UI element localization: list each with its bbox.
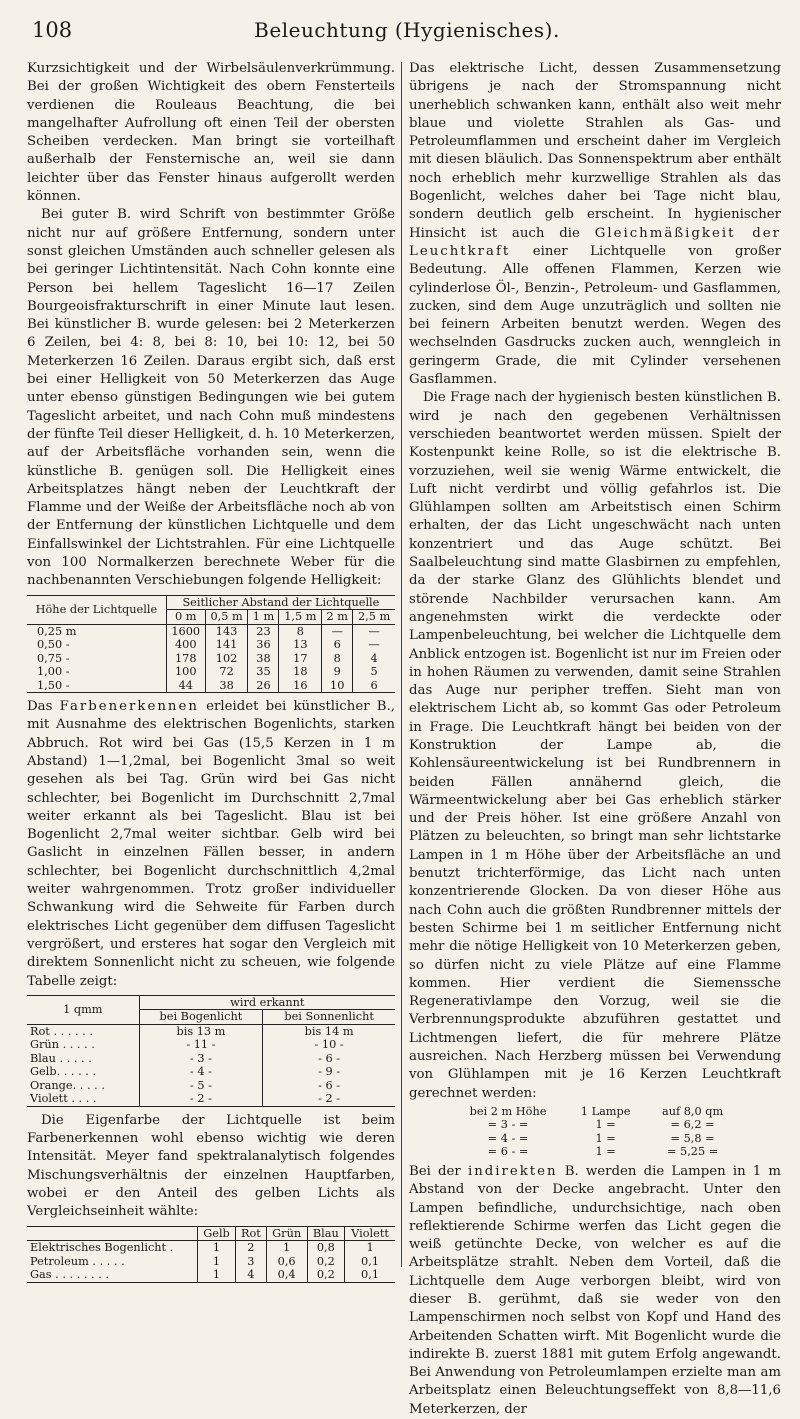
table-row — [27, 1255, 395, 1269]
table-row — [450, 1118, 740, 1132]
table-row — [27, 1241, 395, 1255]
table-cell: 0,1 — [345, 1268, 395, 1282]
table-cell: 0,50 - — [37, 638, 70, 652]
table-row — [27, 679, 395, 693]
table-header-cell: Grün — [266, 1226, 307, 1241]
table-header-cell: bei Sonnenlicht — [263, 1010, 395, 1025]
table-cell: 3 — [236, 1255, 267, 1269]
table-cell: = 4 - = — [487, 1131, 529, 1145]
table-header-cell: 1 m — [248, 610, 279, 625]
table-row — [27, 1052, 395, 1066]
table-cell: - 2 - — [263, 1092, 395, 1106]
table-header-cell: 1,5 m — [279, 610, 322, 625]
table-cell: 13 — [279, 638, 322, 652]
paragraph — [27, 698, 395, 991]
table-cell: = 5,8 = — [670, 1131, 715, 1145]
table-cell: — — [322, 624, 353, 638]
table-cell: bis 14 m — [263, 1024, 395, 1038]
table-header-cell: 2,5 m — [353, 610, 395, 625]
table-group-header: Seitlicher Abstand der Lichtquelle — [166, 595, 395, 610]
table-cell: 0,8 — [307, 1241, 344, 1255]
table-cell: 1 = — [595, 1145, 616, 1159]
table-cell: 36 — [248, 638, 279, 652]
table-cell: 1 = — [595, 1131, 616, 1145]
table-cell: - 11 - — [139, 1038, 263, 1052]
table-cell: 1,00 - — [37, 665, 70, 679]
table-cell: = 5,25 = — [666, 1145, 719, 1159]
table-header-cell: bei Bogenlicht — [139, 1010, 263, 1025]
right-column — [409, 60, 781, 1419]
table-header-cell: 2 m — [322, 610, 353, 625]
page-number: 108 — [32, 18, 73, 42]
table-cell: 0,75 - — [37, 651, 70, 665]
table-row — [450, 1105, 740, 1119]
table-cell: 23 — [248, 624, 279, 638]
table-row — [450, 1145, 740, 1159]
table-cell: 8 — [279, 624, 322, 638]
table-cell: 1 = — [595, 1118, 616, 1132]
table-cell: 100 — [166, 665, 205, 679]
table-cell: 17 — [279, 652, 322, 666]
table-cell: 2 — [236, 1241, 267, 1255]
table-cell: 26 — [248, 679, 279, 693]
text-run: B. werden die Lampen in 1 m Abstand von der Decke angebracht. Unter den Lampen befindliche, undurchsichtige, nach oben reflektierende Schirme werfen das Licht gegen die weiß getünchte Decke, von welcher es auf die Arbeitsplätze strahlt. Neben dem Vorteil, daß die Lichtquelle dem Auge verborgen bleibt, wird von dieser B. gerühmt, daß sie weder von den Lampenschirmen noch selbst von Kopf und Hand des Arbeitenden Schatten wirft. Mit Bogenlicht wurde die indirekte B. zuerst 1881 mit gutem Erfolg angewandt. Bei Anwendung von Petroleumlampen erzielte man am Arbeitsplatz einen Beleuchtungseffekt von 8,8—11,6 Meterkerzen, der — [409, 1163, 781, 1417]
table-cell: Blau . . . . . — [30, 1051, 92, 1065]
table-cell: 18 — [279, 665, 322, 679]
table-header-cell — [27, 1226, 197, 1241]
table-cell: 4 — [236, 1268, 267, 1282]
table-cell: - 2 - — [139, 1092, 263, 1106]
table-cell: 0,25 m — [37, 624, 77, 638]
table-cell: — — [353, 638, 395, 652]
table-cell: Gelb. . . . . . — [30, 1065, 97, 1079]
page-header — [32, 12, 782, 52]
table-cell: 6 — [322, 638, 353, 652]
table-cell: 8 — [322, 652, 353, 666]
text-run: Das — [27, 699, 53, 715]
paragraph: Die Eigenfarbe der Lichtquelle ist beim Farbenerkennen wohl ebenso wichtig wie deren Intensität. Meyer fand spektralanalytisch folgendes Mischungsverhältnis der einzelnen Hauptfarben, wobei er den Anteil des gelben Lichts als Vergleichseinheit wählte: — [27, 1112, 395, 1220]
table-cell: 10 — [322, 679, 353, 693]
table-cell: 9 — [322, 665, 353, 679]
table-row — [27, 652, 395, 666]
table-cell: - 4 - — [139, 1065, 263, 1079]
table-cell: 178 — [166, 652, 205, 666]
table-group-header: wird erkannt — [139, 995, 395, 1010]
table-header-cell: 1 qmm — [27, 995, 139, 1024]
table-cell: 38 — [248, 652, 279, 666]
spaced-term: Gleichmäßigkeit der Leuchtkraft — [409, 225, 781, 259]
text-run: Bei der — [409, 1163, 461, 1179]
lamp-table — [450, 1105, 740, 1159]
table-cell: 0,2 — [307, 1268, 344, 1282]
table-cell: 1 — [197, 1268, 235, 1282]
color-mixture-table — [27, 1226, 395, 1283]
table-cell: 5 — [353, 665, 395, 679]
table-cell: 72 — [205, 665, 248, 679]
table-cell: 1,50 - — [37, 678, 70, 692]
table-cell: Orange. . . . . — [30, 1078, 105, 1092]
table-cell: - 6 - — [263, 1079, 395, 1093]
left-column — [27, 60, 395, 1288]
table-cell: — — [353, 624, 395, 638]
table-cell: - 6 - — [263, 1052, 395, 1066]
table-cell: Elektrisches Bogenlicht . — [30, 1241, 174, 1255]
table-row — [27, 1024, 395, 1038]
table-cell: Gas . . . . . . . . — [30, 1268, 110, 1282]
table-cell: = 6,2 = — [670, 1118, 715, 1132]
table-cell: 1 Lampe — [580, 1104, 631, 1118]
table-cell: = 6 - = — [487, 1145, 529, 1159]
paragraph: Die Frage nach der hygienisch besten künstlichen B. wird je nach den gegebenen Verhältnissen verschieden beantwortet werden müssen. Spielt der Kostenpunkt keine Rolle, so ist die elektrische B. vorzuziehen, weil sie wenig Wärme entwickelt, die Luft nicht verdirbt und völlig gefahrlos ist. Die Glühlampen sollten am Arbeitstisch einen Schirm erhalten, der das Licht ungeschwächt nach unten konzentriert und das Auge schützt. Bei Saalbeleuchtung sind matte Glasbirnen zu empfehlen, da der starke Glanz des Glühlichts blendet und störende Nachbilder verursachen kann. Am angenehmsten wirkt die verdeckte oder Lampenbeleuchtung, bei welcher die Lichtquelle dem Anblick entzogen ist. Bogenlicht ist nur im Freien oder in hohen Räumen zu verwenden, damit seine Strahlen das Auge nur peripher treffen. Sieht man von elektrischem Licht ab, so kommt Gas oder Petroleum in Frage. Die Leuchtkraft hängt bei beiden von der Konstruktion der Lampe ab, die Kohlensäureentwickelung ist bei Rundbrennern in beiden Fällen annähernd gleich, die Wärmeentwickelung aber bei Gas erheblich stärker und der Preis höher. Ist eine größere Anzahl von Plätzen zu beleuchten, so bringt man sehr lichtstarke Lampen in 1 m Höhe über der Arbeitsfläche an und benutzt trichterförmige, das Licht nach unten konzentrierende Glocken. Da von dieser Höhe aus nach Cohn auch die größten Rundbrenner mittels der besten Schirme bei 1 m seitlicher Entfernung nicht mehr die nötige Helligkeit von 10 Meterkerzen geben, so dürfen nicht zu viele Plätze auf eine Flamme kommen. Hier verdient die Siemenssche Regenerativlampe den Vorzug, weil sie die Verbrennungsprodukte abzuführen gestattet und Lichtmengen liefert, die für mehrere Plätze ausreichen. Nach Herzberg müssen bei Verwendung von Glühlampen mit je 16 Kerzen Leuchtkraft gerechnet werden: — [409, 390, 781, 1101]
table-cell: bei 2 m Höhe — [469, 1104, 547, 1118]
table-cell: bis 13 m — [139, 1024, 263, 1038]
table-cell: 0,1 — [345, 1255, 395, 1269]
table-cell: 0,4 — [266, 1268, 307, 1282]
table-cell: 4 — [353, 652, 395, 666]
table-cell: - 10 - — [263, 1038, 395, 1052]
table-row — [27, 638, 395, 652]
text-run: Das elektrische Licht, dessen Zusammensetzung übrigens je nach der Stromspannung nicht unerheblich schwanken kann, enthält also weit mehr blaue und violette Strahlen als Gas- und Petroleumflammen und erscheint daher im Vergleich mit diesen bläulich. Das Sonnenspektrum aber enthält noch erheblich mehr kurzwellige Strahlen als das Bogenlicht, welches daher bei Tage nicht blau, sondern deutlich gelb erscheint. In hygienischer Hinsicht ist auch die — [409, 61, 781, 241]
table-cell: 1 — [197, 1255, 235, 1269]
table-row — [27, 1079, 395, 1093]
table-cell: 35 — [248, 665, 279, 679]
table-header-cell: Rot — [236, 1226, 267, 1241]
table-header-cell: Violett — [345, 1226, 395, 1241]
table-cell: - 3 - — [139, 1052, 263, 1066]
paragraph — [409, 60, 781, 389]
table-cell: 141 — [205, 638, 248, 652]
paragraph: Bei guter B. wird Schrift von bestimmter Größe nicht nur auf größere Entfernung, sondern unter sonst gleichen Umständen auch schneller gelesen als bei geringer Lichtintensität. Nach Cohn konnte eine Person bei hellem Tageslicht 16—17 Zeilen Bourgeoisfrakturschrift in einer Minute laut lesen. Bei künstlicher B. wurde gelesen: bei 2 Meterkerzen 6 Zeilen, bei 4: 8, bei 8: 10, bei 10: 12, bei 50 Meterkerzen 16 Zeilen. Daraus ergibt sich, daß erst bei einer Helligkeit von 50 Meterkerzen das Auge unter ebenso günstigen Bedingungen wie bei gutem Tageslicht arbeitet, und nach Cohn muß mindestens der fünfte Teil dieser Helligkeit, d. h. 10 Meterkerzen, auf der Arbeitsfläche vorhanden sein, wenn die künstliche B. genügen soll. Die Helligkeit eines Arbeitsplatzes hängt neben der Leuchtkraft der Flamme und der Weiße der Arbeitsfläche noch ab von der Entfernung der künstlichen Lichtquelle und dem Einfallswinkel der Lichtstrahlen. Für eine Lichtquelle von 100 Normalkerzen berechnete Weber für die nachbenannten Verschiebungen folgende Helligkeit: — [27, 207, 395, 589]
color-recognition-table — [27, 995, 395, 1107]
table-cell: 6 — [353, 679, 395, 693]
table-cell: 102 — [205, 652, 248, 666]
paragraph: Kurzsichtigkeit und der Wirbelsäulenverkrümmung. Bei der großen Wichtigkeit des obern Fensterteils verdienen die Rouleaus Beachtung, die bei mangelhafter Aufrollung oft einen Teil der obersten Scheiben verdecken. Man bringt sie vorteilhaft außerhalb der Fensternische an, weil sie dann leichter über das Fenster hinaus aufgerollt werden können. — [27, 61, 395, 205]
table-header-cell: Gelb — [197, 1226, 235, 1241]
spaced-term: indirekten — [467, 1163, 558, 1179]
table-row — [27, 1092, 395, 1106]
text-run: erleidet bei künstlicher B., mit Ausnahme des elektrischen Bogenlichts, starken Abbruch. Rot wird bei Gas (15,5 Kerzen in 1 m Abstand) 1—1,2mal, bei Bogenlicht 3mal so weit gesehen als bei Tag. Grün wird bei Gas nicht schlechter, bei Bogenlicht im Durchschnitt 2,7mal weiter erkannt als bei Tageslicht. Blau ist bei Bogenlicht 2,7mal weiter sichtbar. Gelb wird bei Gaslicht in einzelnen Fällen besser, in andern schlechter, bei Bogenlicht durchschnittlich 4,2mal weiter wahrgenommen. Trotz großer individueller Schwankung wird die Sehweite für Farben durch elektrisches Licht gegenüber dem diffusen Tageslicht vergrößert, und ersteres hat sogar den Vergleich mit direktem Sonnenlicht nicht zu scheuen, wie folgende Tabelle zeigt: — [27, 699, 395, 989]
table-cell: 0,2 — [307, 1255, 344, 1269]
table-cell: - 5 - — [139, 1079, 263, 1093]
table-row — [27, 1065, 395, 1079]
table-cell: 44 — [166, 679, 205, 693]
text-run: einer Lichtquelle von großer Bedeutung. Alle offenen Flammen, Kerzen wie cylinderlose Öl-, Benzin-, Petroleum- und Gasflammen, zucken, sind dem Auge unzuträglich und sollten nie bei feinern Arbeiten benutzt werden. Wegen des wechselnden Gasdrucks zucken auch, wenngleich in geringerm Grade, die mit Cylinder versehenen Gasflammen. — [409, 243, 781, 388]
table-cell: Violett . . . . — [30, 1092, 97, 1106]
table-row — [27, 665, 395, 679]
column-divider — [401, 62, 402, 1267]
table-header-cell: Höhe der Lichtquelle — [27, 595, 166, 624]
table-cell: = 3 - = — [487, 1118, 529, 1132]
table-header-cell: 0 m — [166, 610, 205, 625]
table-cell: 38 — [205, 679, 248, 693]
table-row — [27, 1268, 395, 1282]
table-cell: auf 8,0 qm — [661, 1104, 724, 1118]
page-title: Beleuchtung (Hygienisches). — [254, 18, 560, 42]
table-cell: Petroleum . . . . . — [30, 1254, 125, 1268]
table-cell: Grün . . . . . — [30, 1038, 95, 1052]
table-cell: - 9 - — [263, 1065, 395, 1079]
table-row — [450, 1132, 740, 1146]
table-row — [27, 624, 395, 638]
brightness-table — [27, 595, 395, 694]
table-cell: Rot . . . . . . — [30, 1024, 93, 1038]
table-cell: 1600 — [166, 624, 205, 638]
table-header-cell: 0,5 m — [205, 610, 248, 625]
table-cell: 1 — [197, 1241, 235, 1255]
table-header-cell: Blau — [307, 1226, 344, 1241]
table-cell: 16 — [279, 679, 322, 693]
table-cell: 400 — [166, 638, 205, 652]
table-cell: 143 — [205, 624, 248, 638]
table-cell: 0,6 — [266, 1255, 307, 1269]
table-cell: 1 — [266, 1241, 307, 1255]
table-row — [27, 1038, 395, 1052]
table-cell: 1 — [345, 1241, 395, 1255]
spaced-term: Farbenerkennen — [59, 699, 199, 715]
paragraph — [409, 1163, 781, 1419]
